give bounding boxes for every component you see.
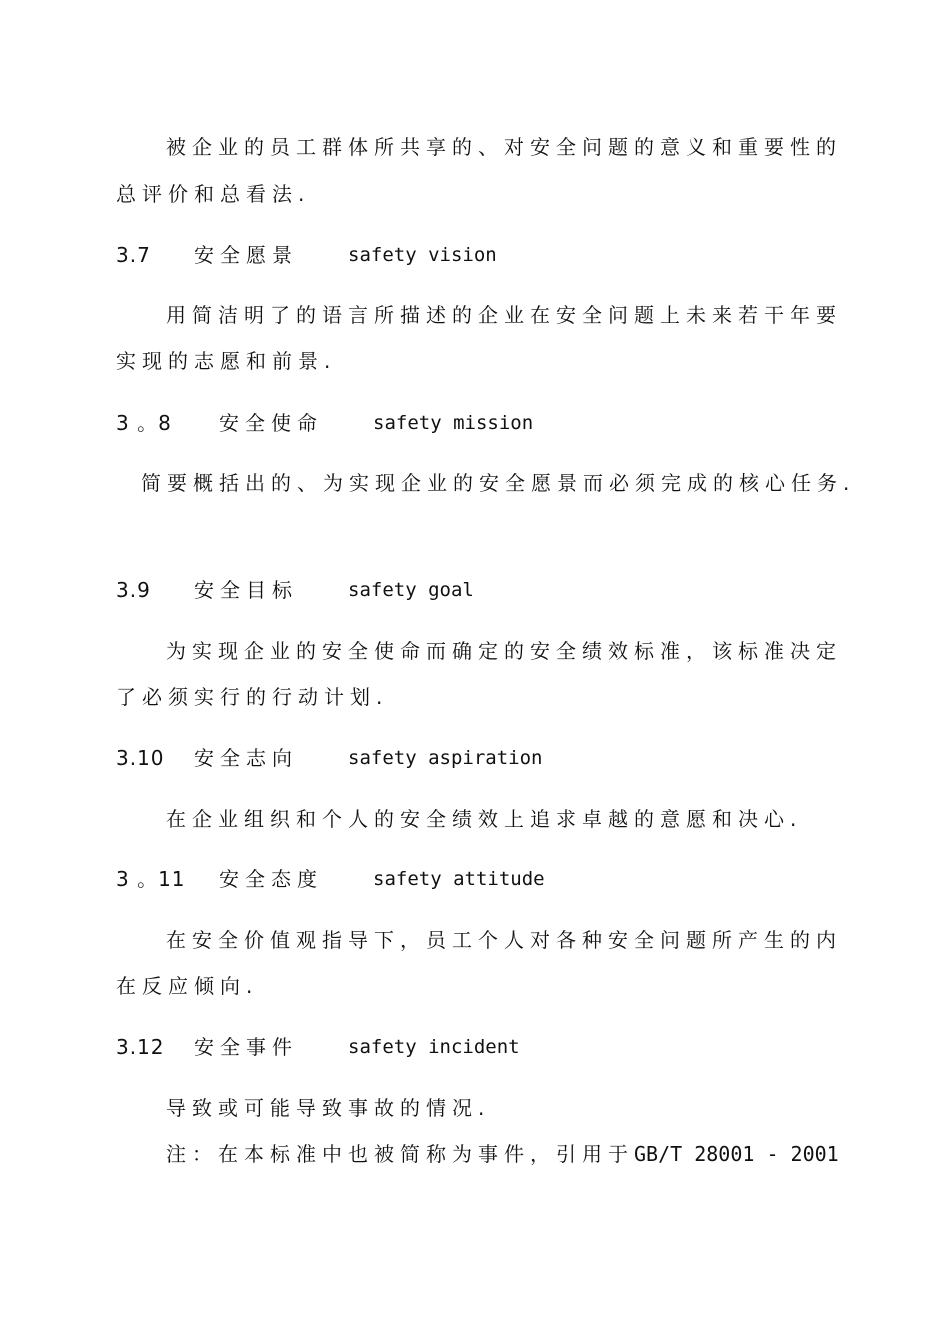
- definition-text: 导致或可能导致事故的情况.: [166, 1096, 491, 1120]
- definition-text: 实现的志愿和前景.: [116, 349, 337, 373]
- term-chinese: 安全事件: [194, 1035, 298, 1059]
- term-english: safety mission: [373, 412, 534, 434]
- term-english: safety attitude: [373, 868, 545, 890]
- term-number: 3.10: [116, 746, 165, 770]
- term-number: 3.12: [116, 1035, 165, 1059]
- definition-text: 总评价和总看法.: [116, 182, 311, 206]
- term-chinese: 安全愿景: [194, 243, 298, 267]
- term-english: safety aspiration: [348, 747, 543, 769]
- term-english: safety goal: [348, 579, 474, 601]
- definition-text: 为实现企业的安全使命而确定的安全绩效标准，该标准决定: [166, 639, 842, 663]
- definition-text: 了必须实行的行动计划.: [116, 685, 389, 709]
- definition-text: 在企业组织和个人的安全绩效上追求卓越的意愿和决心.: [166, 807, 803, 831]
- term-chinese: 安全志向: [194, 746, 298, 770]
- term-chinese: 安全态度: [219, 867, 323, 891]
- definition-text: 简要概括出的、为实现企业的安全愿景而必须完成的核心任务.: [141, 471, 856, 495]
- term-chinese: 安全使命: [219, 411, 323, 435]
- note-text: [166, 1141, 839, 1167]
- definition-text: 用简洁明了的语言所描述的企业在安全问题上未来若干年要: [166, 303, 842, 327]
- term-number: 3.9: [116, 578, 151, 602]
- note-prefix: 注：在本标准中也被简称为事件，引用于: [166, 1142, 634, 1166]
- term-number: 3 。8: [116, 411, 172, 435]
- term-chinese: 安全目标: [194, 578, 298, 602]
- definition-text: 在反应倾向.: [116, 974, 259, 998]
- term-number: 3 。11: [116, 867, 186, 891]
- term-number: 3.7: [116, 243, 151, 267]
- definition-text: 在安全价值观指导下，员工个人对各种安全问题所产生的内: [166, 928, 842, 952]
- definition-text: 被企业的员工群体所共享的、对安全问题的意义和重要性的: [166, 135, 842, 159]
- term-english: safety incident: [348, 1036, 520, 1058]
- term-english: safety vision: [348, 244, 497, 266]
- note-reference: GB/T 28001 - 2001: [634, 1142, 839, 1166]
